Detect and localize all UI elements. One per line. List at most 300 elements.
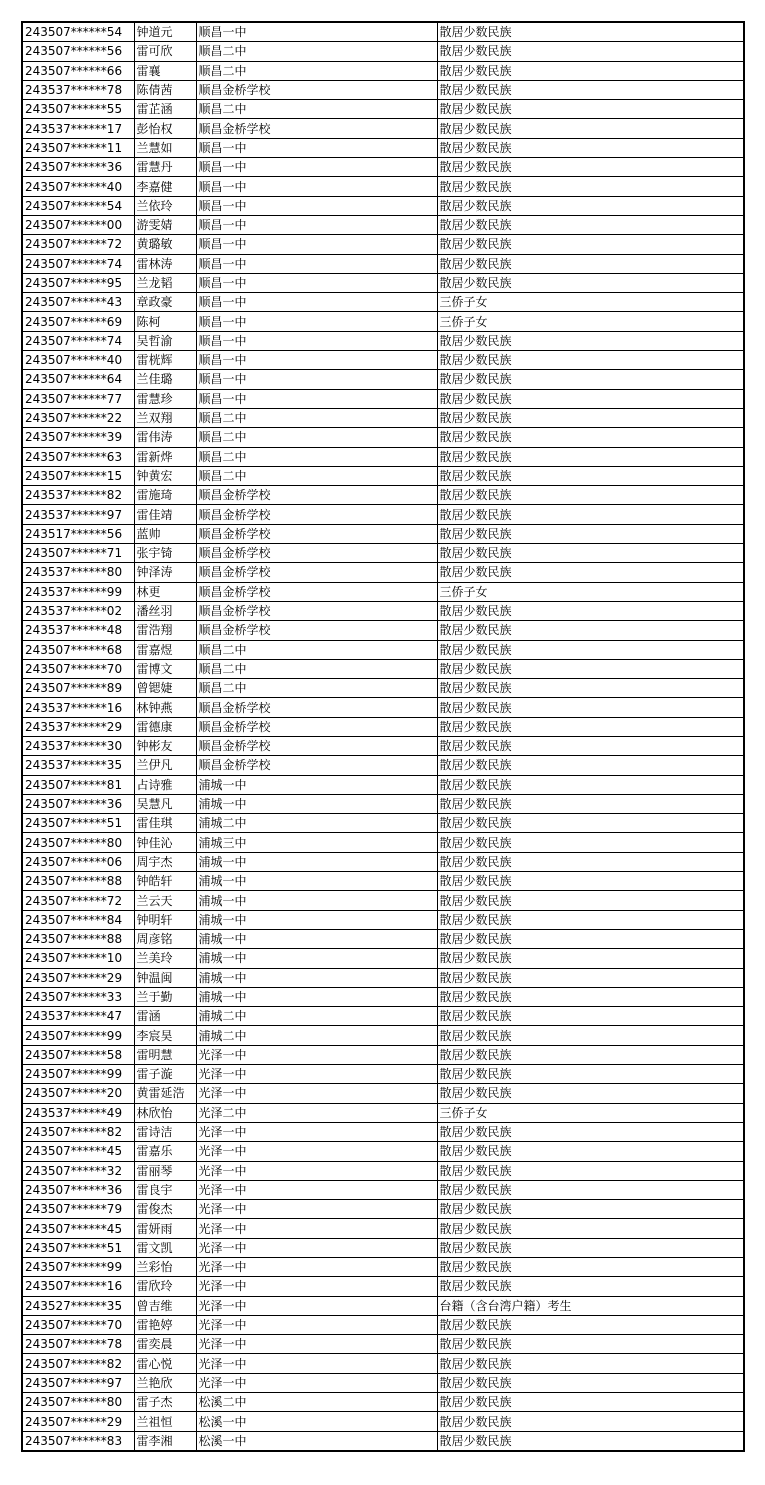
school-cell: 光泽一中 <box>196 1315 437 1334</box>
category-cell: 散居少数民族 <box>437 42 744 61</box>
student-table <box>21 21 745 1452</box>
school-cell: 顺昌二中 <box>196 447 437 466</box>
name-cell: 雷文凯 <box>134 1238 196 1257</box>
category-cell: 散居少数民族 <box>437 987 744 1006</box>
name-cell: 章政豪 <box>134 293 196 312</box>
school-cell: 顺昌一中 <box>196 22 437 42</box>
school-cell: 浦城一中 <box>196 891 437 910</box>
category-cell: 散居少数民族 <box>437 1277 744 1296</box>
category-cell: 散居少数民族 <box>437 775 744 794</box>
category-cell: 散居少数民族 <box>437 833 744 852</box>
table-row <box>22 1412 744 1431</box>
table-row <box>22 1393 744 1412</box>
school-cell: 顺昌金桥学校 <box>196 756 437 775</box>
category-cell: 散居少数民族 <box>437 351 744 370</box>
category-cell: 散居少数民族 <box>437 929 744 948</box>
exam-number-cell: 243507******99 <box>22 1065 134 1084</box>
school-cell: 顺昌一中 <box>196 331 437 350</box>
category-cell: 散居少数民族 <box>437 100 744 119</box>
school-cell: 松溪一中 <box>196 1431 437 1451</box>
category-cell: 散居少数民族 <box>437 1315 744 1334</box>
category-cell: 台籍（含台湾户籍）考生 <box>437 1296 744 1315</box>
exam-number-cell: 243507******06 <box>22 852 134 871</box>
name-cell: 占诗雅 <box>134 775 196 794</box>
exam-number-cell: 243507******72 <box>22 235 134 254</box>
exam-number-cell: 243507******79 <box>22 1200 134 1219</box>
category-cell: 散居少数民族 <box>437 659 744 678</box>
school-cell: 顺昌金桥学校 <box>196 621 437 640</box>
table-row <box>22 852 744 871</box>
table-row <box>22 428 744 447</box>
table-row <box>22 1354 744 1373</box>
table-row <box>22 544 744 563</box>
name-cell: 黄雷延浩 <box>134 1084 196 1103</box>
exam-number-cell: 243507******82 <box>22 1122 134 1141</box>
exam-number-cell: 243537******29 <box>22 717 134 736</box>
school-cell: 浦城一中 <box>196 968 437 987</box>
school-cell: 顺昌金桥学校 <box>196 486 437 505</box>
category-cell: 散居少数民族 <box>437 389 744 408</box>
name-cell: 雷慧丹 <box>134 158 196 177</box>
exam-number-cell: 243507******82 <box>22 1354 134 1373</box>
school-cell: 顺昌一中 <box>196 293 437 312</box>
category-cell: 散居少数民族 <box>437 1161 744 1180</box>
school-cell: 光泽一中 <box>196 1200 437 1219</box>
category-cell: 三侨子女 <box>437 293 744 312</box>
category-cell: 散居少数民族 <box>437 910 744 929</box>
school-cell: 浦城二中 <box>196 1026 437 1045</box>
exam-number-cell: 243507******51 <box>22 1238 134 1257</box>
school-cell: 光泽一中 <box>196 1296 437 1315</box>
category-cell: 散居少数民族 <box>437 1084 744 1103</box>
name-cell: 兰佳璐 <box>134 370 196 389</box>
name-cell: 雷佳靖 <box>134 505 196 524</box>
school-cell: 浦城二中 <box>196 814 437 833</box>
name-cell: 游雯婧 <box>134 215 196 234</box>
exam-number-cell: 243507******97 <box>22 1373 134 1392</box>
table-row <box>22 466 744 485</box>
table-row <box>22 1180 744 1199</box>
category-cell: 散居少数民族 <box>437 698 744 717</box>
exam-number-cell: 243507******10 <box>22 949 134 968</box>
category-cell: 散居少数民族 <box>437 1007 744 1026</box>
school-cell: 浦城一中 <box>196 794 437 813</box>
table-row <box>22 312 744 331</box>
school-cell: 光泽二中 <box>196 1103 437 1122</box>
exam-number-cell: 243507******64 <box>22 370 134 389</box>
exam-number-cell: 243507******80 <box>22 833 134 852</box>
exam-number-cell: 243507******70 <box>22 1315 134 1334</box>
exam-number-cell: 243517******56 <box>22 524 134 543</box>
name-cell: 雷良宇 <box>134 1180 196 1199</box>
table-row <box>22 891 744 910</box>
category-cell: 散居少数民族 <box>437 949 744 968</box>
category-cell: 散居少数民族 <box>437 1142 744 1161</box>
category-cell: 散居少数民族 <box>437 717 744 736</box>
exam-number-cell: 243537******17 <box>22 119 134 138</box>
name-cell: 雷施琦 <box>134 486 196 505</box>
table-row <box>22 254 744 273</box>
exam-number-cell: 243507******74 <box>22 254 134 273</box>
category-cell: 散居少数民族 <box>437 640 744 659</box>
exam-number-cell: 243507******32 <box>22 1161 134 1180</box>
exam-number-cell: 243537******48 <box>22 621 134 640</box>
school-cell: 顺昌金桥学校 <box>196 80 437 99</box>
table-row <box>22 215 744 234</box>
table-row <box>22 814 744 833</box>
category-cell: 散居少数民族 <box>437 1045 744 1064</box>
exam-number-cell: 243507******95 <box>22 273 134 292</box>
exam-number-cell: 243507******77 <box>22 389 134 408</box>
exam-number-cell: 243507******40 <box>22 351 134 370</box>
exam-number-cell: 243537******30 <box>22 736 134 755</box>
name-cell: 雷子漩 <box>134 1065 196 1084</box>
exam-number-cell: 243507******84 <box>22 910 134 929</box>
exam-number-cell: 243507******78 <box>22 1335 134 1354</box>
school-cell: 顺昌二中 <box>196 42 437 61</box>
table-body <box>22 22 744 1451</box>
school-cell: 顺昌二中 <box>196 679 437 698</box>
exam-number-cell: 243507******00 <box>22 215 134 234</box>
exam-number-cell: 243507******80 <box>22 1393 134 1412</box>
category-cell: 散居少数民族 <box>437 1354 744 1373</box>
exam-number-cell: 243507******66 <box>22 61 134 80</box>
school-cell: 顺昌一中 <box>196 254 437 273</box>
name-cell: 黄璐敏 <box>134 235 196 254</box>
exam-number-cell: 243537******16 <box>22 698 134 717</box>
school-cell: 光泽一中 <box>196 1258 437 1277</box>
name-cell: 钟黄宏 <box>134 466 196 485</box>
school-cell: 浦城一中 <box>196 910 437 929</box>
exam-number-cell: 243537******49 <box>22 1103 134 1122</box>
category-cell: 散居少数民族 <box>437 486 744 505</box>
category-cell: 散居少数民族 <box>437 1200 744 1219</box>
category-cell: 三侨子女 <box>437 312 744 331</box>
school-cell: 光泽一中 <box>196 1045 437 1064</box>
table-row <box>22 929 744 948</box>
name-cell: 雷可欣 <box>134 42 196 61</box>
exam-number-cell: 243507******45 <box>22 1142 134 1161</box>
table-row <box>22 1007 744 1026</box>
table-row <box>22 1200 744 1219</box>
category-cell: 散居少数民族 <box>437 814 744 833</box>
exam-number-cell: 243507******29 <box>22 968 134 987</box>
name-cell: 雷林涛 <box>134 254 196 273</box>
name-cell: 雷桄辉 <box>134 351 196 370</box>
category-cell: 散居少数民族 <box>437 80 744 99</box>
name-cell: 钟泽涛 <box>134 563 196 582</box>
school-cell: 顺昌二中 <box>196 100 437 119</box>
table-row <box>22 833 744 852</box>
table-row <box>22 679 744 698</box>
table-row <box>22 196 744 215</box>
category-cell: 散居少数民族 <box>437 891 744 910</box>
category-cell: 散居少数民族 <box>437 138 744 157</box>
exam-number-cell: 243507******68 <box>22 640 134 659</box>
school-cell: 顺昌一中 <box>196 177 437 196</box>
category-cell: 散居少数民族 <box>437 968 744 987</box>
school-cell: 顺昌二中 <box>196 640 437 659</box>
school-cell: 浦城二中 <box>196 1007 437 1026</box>
category-cell: 散居少数民族 <box>437 466 744 485</box>
table-row <box>22 949 744 968</box>
school-cell: 顺昌一中 <box>196 389 437 408</box>
name-cell: 吴哲渝 <box>134 331 196 350</box>
name-cell: 雷嘉煜 <box>134 640 196 659</box>
name-cell: 张宇锜 <box>134 544 196 563</box>
school-cell: 浦城一中 <box>196 929 437 948</box>
table-row <box>22 968 744 987</box>
name-cell: 林钟燕 <box>134 698 196 717</box>
name-cell: 雷新烨 <box>134 447 196 466</box>
name-cell: 李嘉健 <box>134 177 196 196</box>
category-cell: 散居少数民族 <box>437 544 744 563</box>
exam-number-cell: 243537******97 <box>22 505 134 524</box>
table-row <box>22 736 744 755</box>
name-cell: 雷俊杰 <box>134 1200 196 1219</box>
exam-number-cell: 243507******99 <box>22 1026 134 1045</box>
exam-number-cell: 243507******81 <box>22 775 134 794</box>
exam-number-cell: 243507******51 <box>22 814 134 833</box>
exam-number-cell: 243507******56 <box>22 42 134 61</box>
category-cell: 散居少数民族 <box>437 119 744 138</box>
exam-number-cell: 243507******71 <box>22 544 134 563</box>
exam-number-cell: 243507******36 <box>22 794 134 813</box>
school-cell: 光泽一中 <box>196 1065 437 1084</box>
name-cell: 彭怡权 <box>134 119 196 138</box>
school-cell: 顺昌二中 <box>196 61 437 80</box>
name-cell: 钟道元 <box>134 22 196 42</box>
school-cell: 浦城一中 <box>196 987 437 1006</box>
name-cell: 雷丽琴 <box>134 1161 196 1180</box>
exam-number-cell: 243537******80 <box>22 563 134 582</box>
school-cell: 顺昌二中 <box>196 428 437 447</box>
exam-number-cell: 243507******16 <box>22 1277 134 1296</box>
category-cell: 散居少数民族 <box>437 370 744 389</box>
category-cell: 散居少数民族 <box>437 408 744 427</box>
category-cell: 散居少数民族 <box>437 601 744 620</box>
category-cell: 散居少数民族 <box>437 1258 744 1277</box>
name-cell: 曾吉维 <box>134 1296 196 1315</box>
name-cell: 兰祖恒 <box>134 1412 196 1431</box>
school-cell: 顺昌一中 <box>196 312 437 331</box>
table-row <box>22 486 744 505</box>
name-cell: 雷慧珍 <box>134 389 196 408</box>
category-cell: 散居少数民族 <box>437 1335 744 1354</box>
exam-number-cell: 243507******43 <box>22 293 134 312</box>
table-row <box>22 601 744 620</box>
category-cell: 散居少数民族 <box>437 736 744 755</box>
category-cell: 散居少数民族 <box>437 621 744 640</box>
school-cell: 顺昌一中 <box>196 370 437 389</box>
school-cell: 顺昌金桥学校 <box>196 505 437 524</box>
name-cell: 雷芷涵 <box>134 100 196 119</box>
exam-number-cell: 243507******55 <box>22 100 134 119</box>
school-cell: 光泽一中 <box>196 1354 437 1373</box>
name-cell: 林欣怡 <box>134 1103 196 1122</box>
table-row <box>22 42 744 61</box>
table-row <box>22 158 744 177</box>
table-row <box>22 1065 744 1084</box>
category-cell: 散居少数民族 <box>437 1431 744 1451</box>
name-cell: 吴慧凡 <box>134 794 196 813</box>
table-row <box>22 872 744 891</box>
category-cell: 散居少数民族 <box>437 679 744 698</box>
category-cell: 散居少数民族 <box>437 872 744 891</box>
name-cell: 潘丝羽 <box>134 601 196 620</box>
name-cell: 雷伟涛 <box>134 428 196 447</box>
category-cell: 散居少数民族 <box>437 235 744 254</box>
school-cell: 光泽一中 <box>196 1180 437 1199</box>
school-cell: 顺昌金桥学校 <box>196 698 437 717</box>
table-row <box>22 80 744 99</box>
category-cell: 散居少数民族 <box>437 1373 744 1392</box>
school-cell: 顺昌金桥学校 <box>196 563 437 582</box>
school-cell: 松溪二中 <box>196 1393 437 1412</box>
table-row <box>22 1238 744 1257</box>
name-cell: 兰艳欣 <box>134 1373 196 1392</box>
table-row <box>22 351 744 370</box>
category-cell: 散居少数民族 <box>437 1065 744 1084</box>
name-cell: 兰双翔 <box>134 408 196 427</box>
table-row <box>22 1258 744 1277</box>
name-cell: 兰云天 <box>134 891 196 910</box>
category-cell: 散居少数民族 <box>437 524 744 543</box>
table-row <box>22 61 744 80</box>
table-row <box>22 1026 744 1045</box>
name-cell: 雷嘉乐 <box>134 1142 196 1161</box>
table-row <box>22 505 744 524</box>
exam-number-cell: 243507******29 <box>22 1412 134 1431</box>
exam-number-cell: 243507******70 <box>22 659 134 678</box>
school-cell: 松溪一中 <box>196 1412 437 1431</box>
table-row <box>22 408 744 427</box>
table-row <box>22 370 744 389</box>
name-cell: 雷襄 <box>134 61 196 80</box>
school-cell: 顺昌二中 <box>196 466 437 485</box>
table-row <box>22 235 744 254</box>
name-cell: 钟温闽 <box>134 968 196 987</box>
exam-number-cell: 243507******36 <box>22 158 134 177</box>
table-row <box>22 1084 744 1103</box>
category-cell: 散居少数民族 <box>437 505 744 524</box>
school-cell: 顺昌一中 <box>196 215 437 234</box>
category-cell: 散居少数民族 <box>437 563 744 582</box>
table-row <box>22 1277 744 1296</box>
exam-number-cell: 243537******35 <box>22 756 134 775</box>
name-cell: 雷德康 <box>134 717 196 736</box>
name-cell: 曾锶婕 <box>134 679 196 698</box>
table-row <box>22 138 744 157</box>
school-cell: 光泽一中 <box>196 1161 437 1180</box>
exam-number-cell: 243507******58 <box>22 1045 134 1064</box>
exam-number-cell: 243507******15 <box>22 466 134 485</box>
school-cell: 顺昌一中 <box>196 196 437 215</box>
category-cell: 三侨子女 <box>437 1103 744 1122</box>
school-cell: 顺昌一中 <box>196 138 437 157</box>
category-cell: 散居少数民族 <box>437 273 744 292</box>
name-cell: 雷心悦 <box>134 1354 196 1373</box>
category-cell: 散居少数民族 <box>437 331 744 350</box>
table-row <box>22 582 744 601</box>
table-row <box>22 1045 744 1064</box>
school-cell: 顺昌金桥学校 <box>196 544 437 563</box>
table-row <box>22 794 744 813</box>
exam-number-cell: 243507******36 <box>22 1180 134 1199</box>
name-cell: 兰彩怡 <box>134 1258 196 1277</box>
name-cell: 兰龙韬 <box>134 273 196 292</box>
school-cell: 顺昌一中 <box>196 351 437 370</box>
category-cell: 散居少数民族 <box>437 1026 744 1045</box>
category-cell: 散居少数民族 <box>437 215 744 234</box>
name-cell: 雷诗洁 <box>134 1122 196 1141</box>
school-cell: 光泽一中 <box>196 1122 437 1141</box>
school-cell: 顺昌一中 <box>196 235 437 254</box>
table-row <box>22 1335 744 1354</box>
school-cell: 顺昌金桥学校 <box>196 601 437 620</box>
school-cell: 光泽一中 <box>196 1335 437 1354</box>
school-cell: 光泽一中 <box>196 1238 437 1257</box>
table-row <box>22 1103 744 1122</box>
name-cell: 雷浩翔 <box>134 621 196 640</box>
name-cell: 雷奕晨 <box>134 1335 196 1354</box>
school-cell: 顺昌金桥学校 <box>196 736 437 755</box>
school-cell: 浦城一中 <box>196 949 437 968</box>
exam-number-cell: 243507******45 <box>22 1219 134 1238</box>
exam-number-cell: 243537******02 <box>22 601 134 620</box>
table-row <box>22 659 744 678</box>
exam-number-cell: 243507******99 <box>22 1258 134 1277</box>
name-cell: 雷明慧 <box>134 1045 196 1064</box>
table-row <box>22 1431 744 1451</box>
name-cell: 钟明轩 <box>134 910 196 929</box>
school-cell: 顺昌一中 <box>196 273 437 292</box>
table-row <box>22 756 744 775</box>
exam-number-cell: 243507******54 <box>22 196 134 215</box>
category-cell: 散居少数民族 <box>437 1219 744 1238</box>
school-cell: 浦城一中 <box>196 775 437 794</box>
exam-number-cell: 243507******40 <box>22 177 134 196</box>
name-cell: 周宇杰 <box>134 852 196 871</box>
school-cell: 光泽一中 <box>196 1373 437 1392</box>
school-cell: 光泽一中 <box>196 1277 437 1296</box>
table-row <box>22 1219 744 1238</box>
exam-number-cell: 243507******33 <box>22 987 134 1006</box>
category-cell: 散居少数民族 <box>437 1122 744 1141</box>
category-cell: 散居少数民族 <box>437 61 744 80</box>
table-row <box>22 775 744 794</box>
school-cell: 光泽一中 <box>196 1084 437 1103</box>
category-cell: 散居少数民族 <box>437 254 744 273</box>
school-cell: 浦城三中 <box>196 833 437 852</box>
exam-number-cell: 243507******54 <box>22 22 134 42</box>
name-cell: 雷妍雨 <box>134 1219 196 1238</box>
table-row <box>22 119 744 138</box>
table-row <box>22 100 744 119</box>
table-row <box>22 389 744 408</box>
name-cell: 周彦铭 <box>134 929 196 948</box>
table-row <box>22 1161 744 1180</box>
school-cell: 光泽一中 <box>196 1142 437 1161</box>
category-cell: 散居少数民族 <box>437 1238 744 1257</box>
name-cell: 雷涵 <box>134 1007 196 1026</box>
exam-number-cell: 243507******88 <box>22 872 134 891</box>
table-row <box>22 717 744 736</box>
table-row <box>22 640 744 659</box>
table-row <box>22 1142 744 1161</box>
school-cell: 顺昌金桥学校 <box>196 717 437 736</box>
category-cell: 散居少数民族 <box>437 196 744 215</box>
